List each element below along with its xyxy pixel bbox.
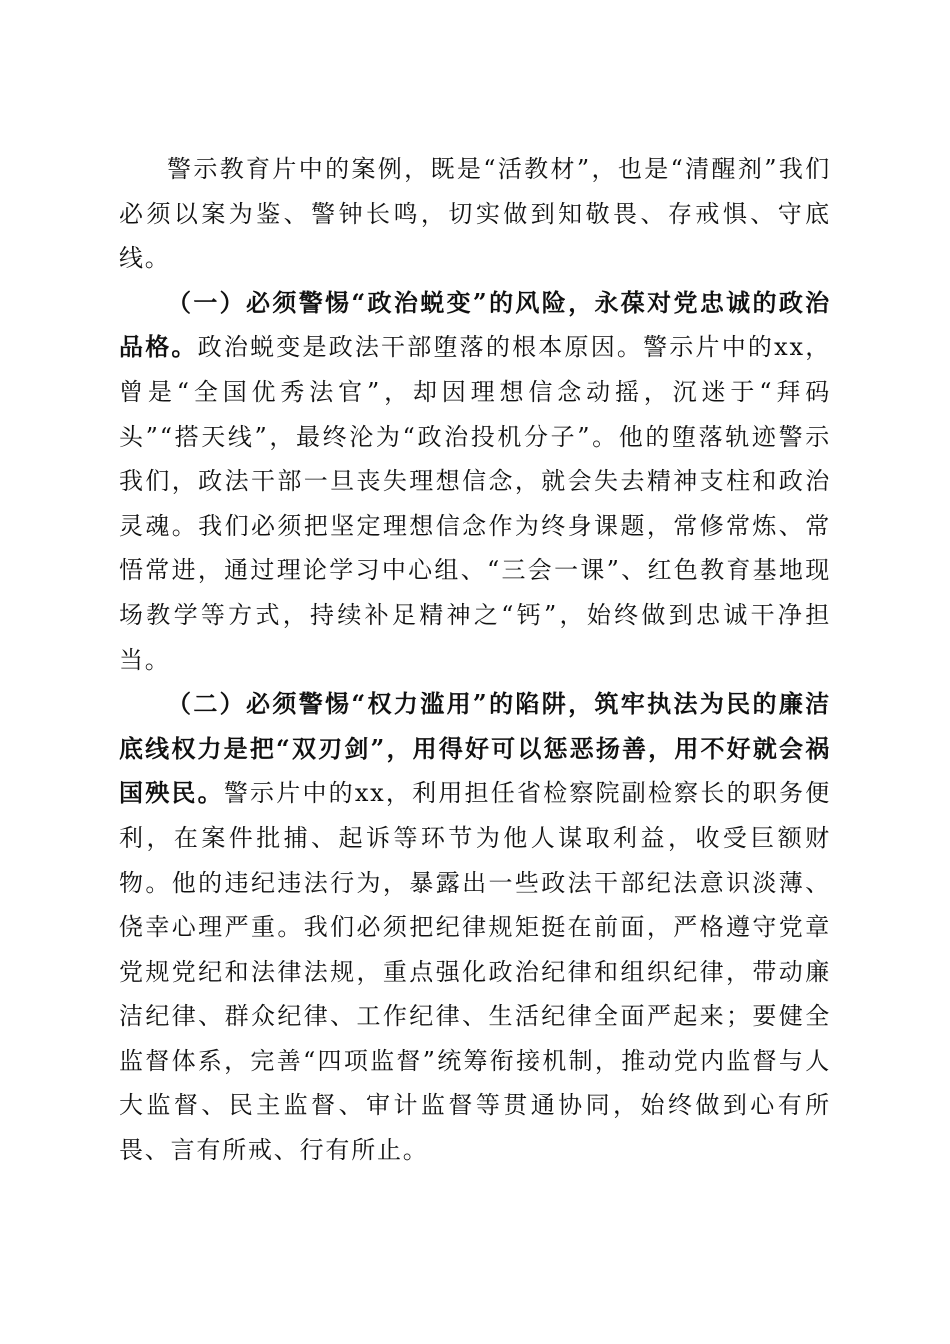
document-page bbox=[119, 147, 831, 1173]
section-two-paragraph bbox=[119, 682, 831, 1173]
intro-paragraph bbox=[119, 147, 831, 281]
paragraph-body: 警示教育片中的案例，既是“活教材”，也是“清醒剂”我们必须以案为鉴、警钟长鸣，切实做到知敬畏、存戒惧、守底线。 bbox=[119, 155, 831, 273]
section-one-heading: （一）必须警惕“政治蜕变”的风险，永葆对党忠诚的政治品格。 bbox=[119, 287, 831, 362]
section-one-paragraph bbox=[119, 281, 831, 682]
section-one-body: 政治蜕变是政法干部堕落的根本原因。警示片中的xx，曾是“全国优秀法官”，却因理想信念动摇，沉迷于“拜码头”“搭天线”，最终沦为“政治投机分子”。他的堕落轨迹警示我们，政法干部一旦丧失理想信念，就会失去精神支柱和政治灵魂。我们必须把坚定理想信念作为终身课题，常修常炼、常悟常进，通过理论学习中心组、“三会一课”、红色教育基地现场教学等方式，持续补足精神之“钙”，始终做到忠诚干净担当。 bbox=[119, 333, 831, 674]
section-two-heading: （二）必须警惕“权力滥用”的陷阱，筑牢执法为民的廉洁底线权力是把“双刃剑”，用得好可以惩恶扬善，用不好就会祸国殃民。 bbox=[119, 689, 831, 808]
section-two-body: 警示片中的xx，利用担任省检察院副检察长的职务便利，在案件批捕、起诉等环节为他人谋取利益，收受巨额财物。他的违纪违法行为，暴露出一些政法干部纪法意识淡薄、侥幸心理严重。我们必须把纪律规矩挺在前面，严格遵守党章党规党纪和法律法规，重点强化政治纪律和组织纪律，带动廉洁纪律、群众纪律、工作纪律、生活纪律全面严起来；要健全监督体系，完善“四项监督”统筹衔接机制，推动党内监督与人大监督、民主监督、审计监督等贯通协同，始终做到心有所畏、言有所戒、行有所止。 bbox=[119, 779, 831, 1165]
